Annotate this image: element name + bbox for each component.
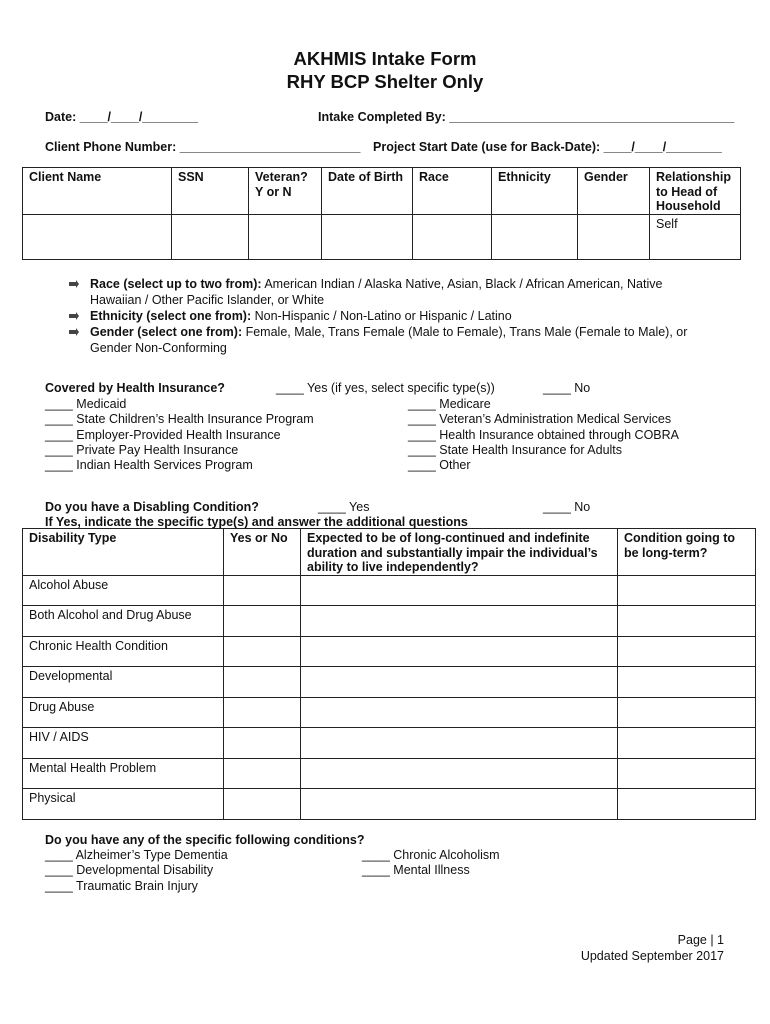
- gender-header: Gender: [578, 168, 650, 215]
- veteran-cell[interactable]: [249, 215, 322, 260]
- race-definition-label: Race (select up to two from):: [90, 277, 262, 291]
- definitions-list: [68, 276, 708, 356]
- long-continued-cell[interactable]: [301, 575, 618, 605]
- conditions-question: Do you have any of the specific following conditions?: [45, 833, 365, 847]
- insurance-options-left: [45, 397, 314, 473]
- long-continued-cell[interactable]: [301, 727, 618, 758]
- yes-no-cell[interactable]: [224, 575, 301, 605]
- disability-no-option[interactable]: ____ No: [543, 500, 591, 514]
- long-term-cell[interactable]: [618, 605, 756, 636]
- long-term-header: Condition going to be long-term?: [618, 529, 756, 576]
- condition-option[interactable]: ____ Alzheimer’s Type Dementia: [45, 848, 228, 862]
- disability-type-cell: Physical: [23, 788, 224, 819]
- client-phone-field[interactable]: Client Phone Number: __________________________: [45, 140, 361, 154]
- disability-type-cell: Drug Abuse: [23, 697, 224, 727]
- condition-option[interactable]: ____ Chronic Alcoholism: [362, 848, 500, 862]
- long-continued-cell[interactable]: [301, 605, 618, 636]
- long-continued-header: Expected to be of long-continued and indefinite duration and substantially impair the individual’s ability to live independently?: [301, 529, 618, 576]
- race-cell[interactable]: [413, 215, 492, 260]
- gender-definition-label: Gender (select one from):: [90, 325, 243, 339]
- insurance-options-right: [408, 397, 679, 473]
- insurance-option[interactable]: ____ Veteran’s Administration Medical Services: [408, 412, 672, 427]
- page-footer: [581, 933, 724, 964]
- insurance-question: Covered by Health Insurance?: [45, 381, 225, 395]
- long-term-cell[interactable]: [618, 666, 756, 697]
- intake-completed-by-field[interactable]: Intake Completed By: _________________________________________: [318, 110, 735, 124]
- date-of-birth-header: Date of Birth: [322, 168, 413, 215]
- insurance-option[interactable]: ____ State Health Insurance for Adults: [408, 442, 623, 457]
- ethnicity-cell[interactable]: [492, 215, 578, 260]
- disability-type-cell: HIV / AIDS: [23, 727, 224, 758]
- condition-option[interactable]: ____ Traumatic Brain Injury: [45, 878, 198, 893]
- ethnicity-definition: [68, 308, 708, 324]
- long-continued-cell[interactable]: [301, 697, 618, 727]
- condition-option[interactable]: ____ Mental Illness: [362, 863, 470, 878]
- long-term-cell[interactable]: [618, 636, 756, 666]
- long-term-cell[interactable]: [618, 697, 756, 727]
- disability-table: [22, 528, 756, 820]
- long-continued-cell[interactable]: [301, 636, 618, 666]
- insurance-yes-option[interactable]: ____ Yes (if yes, select specific type(s)): [276, 381, 495, 395]
- conditions-options-right: [362, 848, 500, 879]
- project-start-date-field[interactable]: Project Start Date (use for Back-Date): ____/____/________: [373, 140, 722, 154]
- yes-no-cell[interactable]: [224, 788, 301, 819]
- disability-instruction: If Yes, indicate the specific type(s) and answer the additional questions: [45, 515, 468, 529]
- yes-no-cell[interactable]: [224, 666, 301, 697]
- ethnicity-definition-label: Ethnicity (select one from):: [90, 309, 252, 323]
- disability-type-cell: Both Alcohol and Drug Abuse: [23, 605, 224, 636]
- form-title: AKHMIS Intake Form: [293, 48, 477, 69]
- insurance-option[interactable]: ____ Health Insurance obtained through COBRA: [408, 427, 680, 442]
- pointing-hand-icon: [68, 311, 80, 321]
- long-continued-cell[interactable]: [301, 666, 618, 697]
- page-number: Page | 1: [677, 933, 724, 947]
- ethnicity-definition-text: Non-Hispanic / Non-Latino or Hispanic / Latino: [251, 309, 512, 323]
- gender-definition-text: Female, Male, Trans Female (Male to Female), Trans Male (Female to Male), or Gender Non-Conforming: [90, 325, 688, 355]
- date-of-birth-cell[interactable]: [322, 215, 413, 260]
- disability-type-cell: Chronic Health Condition: [23, 636, 224, 666]
- disability-question: Do you have a Disabling Condition?: [45, 500, 259, 514]
- disability-type-header: Disability Type: [23, 529, 224, 576]
- conditions-options-left: [45, 848, 228, 894]
- yes-no-cell[interactable]: [224, 758, 301, 788]
- date-field[interactable]: Date: ____/____/________: [45, 110, 198, 124]
- insurance-option[interactable]: ____ Employer-Provided Health Insurance: [45, 427, 281, 442]
- insurance-option[interactable]: ____ Medicare: [408, 397, 491, 411]
- insurance-option[interactable]: ____ Other: [408, 458, 471, 473]
- yes-or-no-header: Yes or No: [224, 529, 301, 576]
- disability-yes-option[interactable]: ____ Yes: [318, 500, 370, 514]
- insurance-option[interactable]: ____ Medicaid: [45, 397, 127, 411]
- insurance-option[interactable]: ____ Private Pay Health Insurance: [45, 442, 239, 457]
- race-header: Race: [413, 168, 492, 215]
- form-subtitle: RHY BCP Shelter Only: [286, 71, 484, 92]
- long-term-cell[interactable]: [618, 727, 756, 758]
- relationship-header: Relationship to Head of Household: [650, 168, 741, 215]
- updated-date: Updated September 2017: [580, 948, 724, 963]
- client-info-table: [22, 167, 741, 260]
- insurance-option[interactable]: ____ State Children’s Health Insurance Program: [45, 412, 314, 427]
- insurance-no-option[interactable]: ____ No: [543, 381, 591, 395]
- long-term-cell[interactable]: [618, 575, 756, 605]
- yes-no-cell[interactable]: [224, 697, 301, 727]
- long-term-cell[interactable]: [618, 758, 756, 788]
- client-name-header: Client Name: [23, 168, 172, 215]
- condition-option[interactable]: ____ Developmental Disability: [45, 863, 214, 878]
- pointing-hand-icon: [68, 327, 80, 337]
- yes-no-cell[interactable]: [224, 636, 301, 666]
- long-continued-cell[interactable]: [301, 758, 618, 788]
- race-definition-text: American Indian / Alaska Native, Asian, Black / African American, Native Hawaiian / Other Pacific Islander, or White: [90, 277, 663, 307]
- race-definition: [68, 276, 708, 308]
- client-name-cell[interactable]: [23, 215, 172, 260]
- gender-cell[interactable]: [578, 215, 650, 260]
- ethnicity-header: Ethnicity: [492, 168, 578, 215]
- relationship-cell: Self: [650, 215, 741, 260]
- disability-type-cell: Alcohol Abuse: [23, 575, 224, 605]
- ssn-header: SSN: [172, 168, 249, 215]
- long-continued-cell[interactable]: [301, 788, 618, 819]
- insurance-option[interactable]: ____ Indian Health Services Program: [45, 458, 253, 473]
- disability-type-cell: Mental Health Problem: [23, 758, 224, 788]
- yes-no-cell[interactable]: [224, 727, 301, 758]
- ssn-cell[interactable]: [172, 215, 249, 260]
- yes-no-cell[interactable]: [224, 605, 301, 636]
- disability-type-cell: Developmental: [23, 666, 224, 697]
- veteran-header: Veteran? Y or N: [249, 168, 322, 215]
- pointing-hand-icon: [68, 279, 80, 289]
- long-term-cell[interactable]: [618, 788, 756, 819]
- gender-definition: [68, 324, 708, 356]
